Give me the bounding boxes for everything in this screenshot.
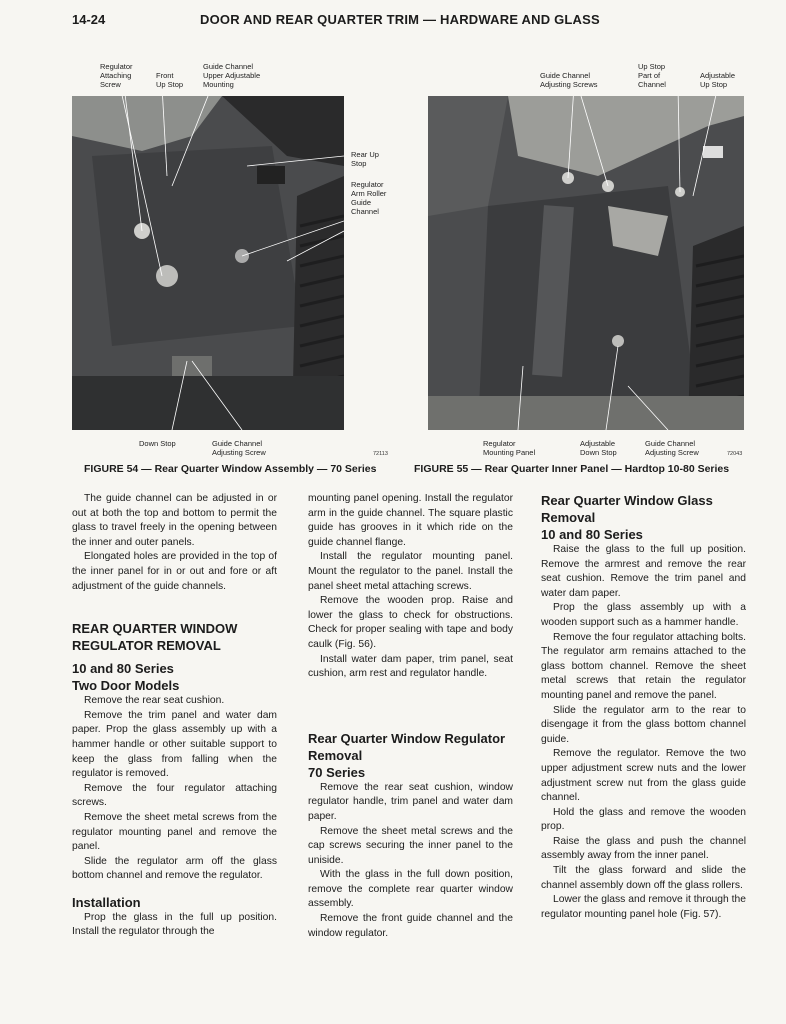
paragraph: Remove the rear seat cushion, window regulator handle, trim panel and water dam paper. (308, 781, 513, 822)
paragraph: Install the regulator mounting panel. Mount the regulator to the panel. Install the panel sheet metal attaching screws. (308, 551, 513, 592)
paragraph: mounting panel opening. Install the regulator arm in the guide channel. The square plastic guide has grooves in it which ride on the guide channel flange. (308, 493, 513, 548)
subheading-two-door-models: Two Door Models (72, 678, 180, 694)
paragraph: The guide channel can be adjusted in or out at both the top and bottom to permit the glass to travel freely in the opening between the inner and outer panels. (72, 493, 277, 548)
heading-rear-quarter-window-glass-removal: Rear Quarter Window Glass Removal (541, 493, 713, 525)
paragraph: Lower the glass and remove it through the regulator mounting panel hole (Fig. 57). (541, 894, 746, 920)
paragraph: Remove the trim panel and water dam paper. Prop the glass assembly up with a hammer handle or other suitable support to keep the glass from falling when the regulator is removed. (72, 709, 277, 780)
paragraph: Slide the regulator arm off the glass bottom channel and remove the regulator. (72, 855, 277, 882)
page-number: 14-24 (72, 12, 106, 27)
text-column-3 (541, 492, 746, 922)
paragraph: Remove the rear seat cushion. (84, 695, 225, 707)
label-down-stop: Down Stop (139, 439, 176, 448)
paragraph: Tilt the glass forward and slide the channel assembly down off the glass rollers. (541, 865, 746, 891)
heading-rear-quarter-window-regulator-removal: Rear Quarter Window Regulator Removal (308, 730, 506, 763)
figure-55-id: 72043 (727, 451, 743, 457)
label-guide-channel-adjusting-screws: Guide Channel Adjusting Screws (540, 71, 598, 89)
label-adjustable-up-stop: Adjustable Up Stop (700, 71, 736, 89)
paragraph: Raise the glass and push the channel assembly away from the inner panel. (541, 835, 746, 862)
figure-55-photo (428, 96, 744, 430)
paragraph: Remove the sheet metal screws and the cap screws securing the inner panel to the uniside. (308, 825, 513, 866)
label-regulator-arm-roller: Regulator Arm Roller Guide Channel (351, 180, 387, 216)
paragraph: Hold the glass and remove the wooden prop. (541, 806, 746, 833)
subheading-10-80-series: 10 and 80 Series (72, 661, 174, 677)
label-front-up-stop: Front Up Stop (156, 71, 184, 89)
label-adjustable-down-stop: Adjustable Down Stop (580, 439, 617, 457)
label-regulator-mounting-panel: Regulator Mounting Panel (483, 439, 536, 457)
label-guide-channel-adjusting: Guide Channel Adjusting Screw (212, 439, 266, 457)
paragraph: Remove the front guide channel and the window regulator. (308, 913, 513, 939)
paragraph: Slide the regulator arm to the rear to disengage it from the glass bottom channel guide. (541, 704, 746, 745)
figure-54-photo (72, 96, 344, 430)
paragraph: Elongated holes are provided in the top of the inner panel for in or out and fore or aft adjustment of the guide channels. (72, 551, 277, 592)
paragraph: Remove the four regulator attaching screws. (72, 782, 277, 809)
paragraph: Remove the wooden prop. Raise and lower the glass to check for obstructions. Check for proper sealing with tape and body caulk (Fig. 56). (308, 595, 513, 650)
paragraph: Remove the sheet metal screws from the regulator mounting panel and remove the panel. (72, 811, 277, 853)
label-regulator-attaching-screw: Regulator Attaching Screw (100, 62, 133, 89)
section-heading-regulator-removal: REAR QUARTER WINDOW REGULATOR REMOVAL (72, 621, 238, 654)
subheading-installation: Installation (72, 894, 141, 910)
figure-54-caption: FIGURE 54 — Rear Quarter Window Assembly — 70 Series (84, 463, 377, 475)
text-column-1 (72, 492, 277, 940)
paragraph: Raise the glass to the full up position. Remove the armrest and remove the rear seat cushion. Remove the trim panel and water dam paper. (541, 544, 746, 599)
label-guide-channel-upper: Guide Channel Upper Adjustable Mounting (203, 62, 261, 89)
label-rear-up-stop: Rear Up Stop (351, 150, 379, 168)
paragraph: Remove the regulator. Remove the two upper adjustment screw nuts and the lower adjustment screw nut from the glass guide channel. (541, 748, 746, 804)
subheading-10-80-series: 10 and 80 Series (541, 527, 643, 542)
label-guide-channel-adjusting-screw: Guide Channel Adjusting Screw (645, 439, 699, 457)
text-column-2 (308, 492, 513, 941)
figure-54-id: 72113 (373, 451, 388, 457)
figure-55-caption: FIGURE 55 — Rear Quarter Inner Panel — Hardtop 10-80 Series (414, 463, 730, 475)
paragraph: With the glass in the full down position, remove the complete rear quarter window assembly. (308, 869, 513, 910)
label-up-stop-part-of-channel: Up Stop Part of Channel (638, 62, 666, 89)
paragraph: Prop the glass in the full up position. Install the regulator through the (72, 911, 277, 938)
paragraph: Prop the glass assembly up with a wooden support such as a hammer handle. (541, 602, 746, 628)
subheading-70-series: 70 Series (308, 764, 366, 780)
paragraph: Install water dam paper, trim panel, seat cushion, arm rest and regulator handle. (308, 653, 513, 680)
page-title: DOOR AND REAR QUARTER TRIM — HARDWARE AND GLASS (200, 12, 600, 27)
paragraph: Remove the four regulator attaching bolts. The regulator arm remains attached to the glass bottom channel. Remove the sheet metal screws that retain the regulator mounting panel and remove the panel. (541, 631, 746, 701)
